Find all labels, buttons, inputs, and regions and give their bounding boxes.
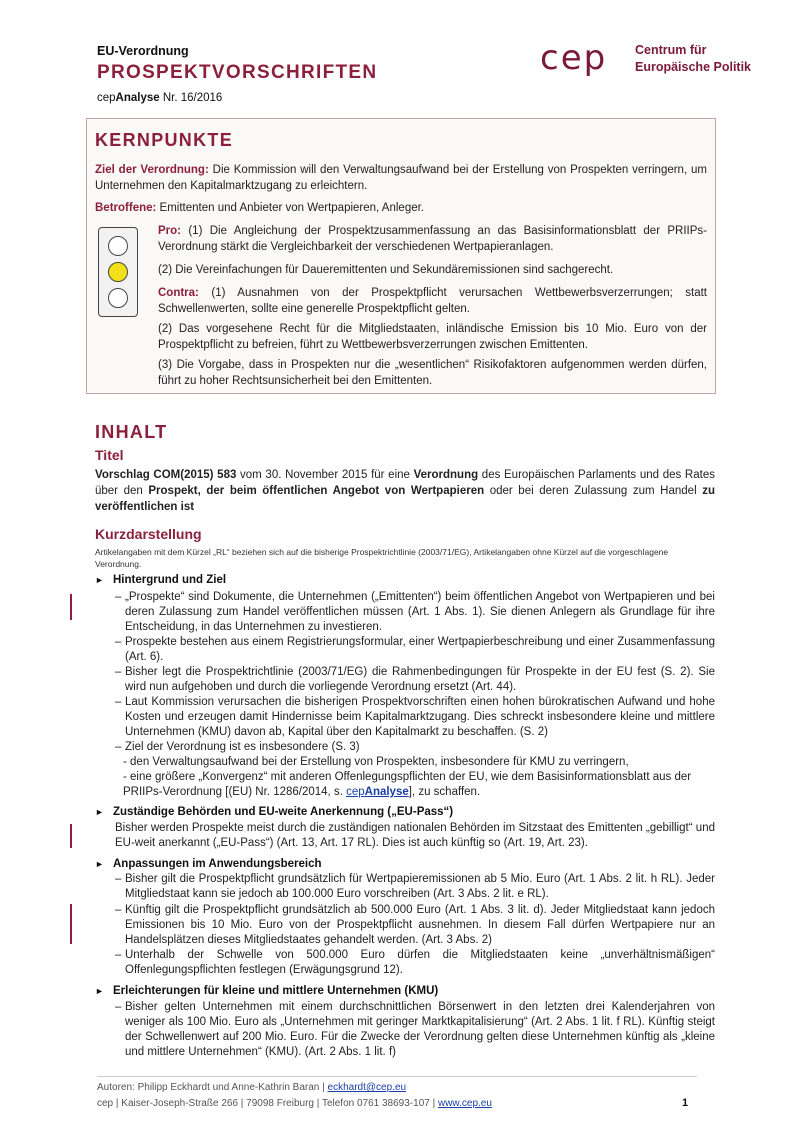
list-item: – Unterhalb der Schwelle von 500.000 Euro dürfen die Mitgliedstaaten keine „unverhältnismäßigen“ Offenlegungspflichten festlegen (Erwägungsgrund 12). (115, 949, 715, 976)
list-item: – Künftig gilt die Prospektpflicht grundsätzlich ab 500.000 Euro (Art. 1 Abs. 3 lit. d). Jeder Mitgliedstaat kann jedoch Emissionen bis 10 Mio. Euro von der Prospektpflicht ausnehmen. In diesem Fall dürfen Wertpapiere nur an Handelsplätzen dieses Mitgliedstaates gehandelt werden. (Art. 3 Abs. 2) (115, 904, 715, 946)
section-kmu-heading (95, 985, 438, 997)
logo-name (635, 42, 751, 76)
document-title: PROSPEKTVORSCHRIFTEN (97, 62, 378, 83)
sub-list-item: - eine größere „Konvergenz“ mit anderen Offenlegungspflichten der EU, wie dem Basisinformationsblatt aus der PRIIPs-Verordnung [(EU) Nr. 1286/2014, s. cepAnalyse], zu schaffen. (123, 771, 692, 798)
betroffene-paragraph (95, 201, 707, 217)
section-behoerden-heading (95, 806, 453, 818)
traffic-light-red-icon (108, 236, 128, 256)
betroffene-label: Betroffene: (95, 202, 157, 214)
ziel-text: Die Kommission will den Verwaltungsaufwand bei der Erstellung von Prospekten verringern, um Unternehmen den Kapitalmarktzugang zu erleichtern. (95, 164, 707, 192)
section-hintergrund-label: Hintergrund und Ziel (113, 574, 227, 586)
t-b: vom 30. November 2015 für eine (236, 469, 414, 481)
titel-paragraph (95, 467, 715, 515)
section-anpassungen-heading (95, 858, 322, 870)
logo-mark: cep (540, 38, 608, 78)
change-marker (70, 594, 72, 620)
sub-prefix: cep (97, 92, 116, 104)
page-number: 1 (682, 1097, 689, 1109)
cep-logo (540, 38, 770, 88)
footer-address: cep | Kaiser-Joseph-Straße 266 | 79098 Freiburg | Telefon 0761 38693-107 | www.cep.eu (97, 1098, 492, 1109)
document-kicker: EU-Verordnung (97, 44, 189, 58)
list-item: – Bisher gelten Unternehmen mit einem durchschnittlichen Börsenwert in den letzten drei Kalenderjahren von weniger als 100 Mio. Euro als „Unternehmen mit geringer Marktkapitalisierung“ (Art. 2 Abs. 1 lit. f RL). Künftig steigt der Schwellenwert auf 200 Mio. Euro. Für die Zwecke der Verordnung gelten diese Unternehmen künftig als „kleine und mittlere Unternehmen“ (KMU). (Art. 2 Abs. 1 lit. f) (115, 1001, 715, 1058)
sub-bold: Analyse (115, 92, 160, 104)
logo-name-line2: Europäische Politik (635, 60, 752, 74)
pro-label: Pro: (158, 225, 181, 237)
t-d: des Europäischen Parlaments und des Rates über den (95, 469, 715, 497)
list-item: – Ziel der Verordnung ist es insbesondere (S. 3) (115, 741, 360, 753)
traffic-light-green-icon (108, 288, 128, 308)
arrow-bullet-icon: ► (95, 986, 104, 996)
contra-label: Contra: (158, 287, 199, 299)
list-item: – Bisher gilt die Prospektpflicht grundsätzlich für Wertpapieremissionen ab 5 Mio. Euro (Art. 1 Abs. 2 lit. h RL). Jeder Mitgliedstaat kann sie jedoch ab 100.000 Euro vorschreiben (Art. 3 Abs. 2 lit. e RL). (115, 873, 715, 900)
footer-authors: Autoren: Philipp Eckhardt und Anne-Kathrin Baran | eckhardt@cep.eu (97, 1082, 407, 1093)
logo-name-line1: Centrum für (635, 43, 707, 57)
pro-1-paragraph (158, 224, 707, 255)
footer-divider (97, 1076, 697, 1077)
arrow-bullet-icon: ► (95, 807, 104, 817)
t-e: Prospekt, der beim öffentlichen Angebot von Wertpapieren (148, 485, 485, 497)
betroffene-text: Emittenten und Anbieter von Wertpapieren, Anleger. (156, 202, 424, 214)
kernpunkte-title: KERNPUNKTE (95, 130, 234, 150)
titel-heading: Titel (95, 447, 124, 463)
contra-3-paragraph: (3) Die Vorgabe, dass in Prospekten nur die „wesentlichen“ Risikofaktoren aufgenommen werden dürfen, führt zu hoher Rechtsunsicherheit bei den Emittenten. (158, 359, 707, 387)
analysis-number (97, 92, 222, 104)
t-c: Verordnung (413, 469, 479, 481)
traffic-light-icon (98, 227, 138, 317)
t-g: zu veröffentlichen ist (95, 485, 715, 513)
change-marker (70, 824, 72, 848)
t-f: oder bei deren Zulassung zum Handel (484, 485, 703, 497)
ziel-paragraph (95, 163, 707, 194)
ziel-label: Ziel der Verordnung: (95, 164, 209, 176)
section-kmu-label: Erleichterungen für kleine und mittlere Unternehmen (KMU) (113, 985, 439, 997)
contra-1-paragraph (158, 286, 707, 317)
list-item: – Prospekte bestehen aus einem Registrierungsformular, einer Wertpapierbeschreibung und einer Zusammenfassung (Art. 6). (115, 636, 715, 663)
sub-suffix: Nr. 16/2016 (159, 92, 223, 104)
t-a: Vorschlag COM(2015) 583 (95, 469, 237, 481)
email-link[interactable]: eckhardt@cep.eu (327, 1082, 407, 1093)
arrow-bullet-icon: ► (95, 575, 104, 585)
pro-1-text: (1) Die Angleichung der Prospektzusammenfassung an das Basisinformationsblatt der PRIIPs-Verordnung stärkt die Vergleichbarkeit der verschiedenen Wertpapieranlagen. (158, 225, 707, 253)
kurzdarstellung-heading: Kurzdarstellung (95, 526, 202, 542)
list-item: – „Prospekte“ sind Dokumente, die Unternehmen („Emittenten“) beim öffentlichen Angebot von Wertpapieren und bei deren Zulassung zum Handel veröffentlichen müssen (Art. 1 Abs. 1). Sie dienen Anlegern als Grundlage für ihre Entscheidung, in das Unternehmen zu investieren. (115, 591, 715, 633)
list-item: – Laut Kommission verursachen die bisherigen Prospektvorschriften einen hohen bürokratischen Aufwand und hohe Kosten und erzeugen damit Hindernisse beim Kapitalmarktzugang. Dies schreckt insbesondere kleine und mittlere Unternehmen (KMU) davon ab, Kapital über den Kapitalmarkt zu beschaffen. (S. 2) (115, 696, 715, 738)
traffic-light-yellow-icon (108, 262, 128, 282)
list-item: – Bisher legt die Prospektrichtlinie (2003/71/EG) die Rahmenbedingungen für Prospekte in der EU fest (S. 2). Sie wird nun aufgehoben und durch die vorliegende Verordnung ersetzt (Art. 44). (115, 666, 715, 693)
section-behoerden-label: Zuständige Behörden und EU-weite Anerkennung („EU-Pass“) (113, 806, 454, 818)
section-anpassungen-label: Anpassungen im Anwendungsbereich (113, 858, 322, 870)
contra-1-text: (1) Ausnahmen von der Prospektpflicht verursachen Wettbewerbsverzerrungen; statt Schwellenwerten, sollte eine generelle Prospektpflicht gelten. (158, 287, 707, 315)
kurzdarstellung-note: Artikelangaben mit dem Kürzel „RL“ beziehen sich auf die bisherige Prospektrichtlinie (2003/71/EG), Artikelangaben ohne Kürzel auf die vorgeschlagene Verordnung. (95, 547, 669, 569)
section-hintergrund-heading (95, 574, 226, 586)
section-behoerden-paragraph: Bisher werden Prospekte meist durch die zuständigen nationalen Behörden im Sitzstaat des Emittenten „gebilligt“ und EU-weit anerkannt („EU-Pass“) (Art. 13, Art. 17 RL). Dies ist auch künftig so (Art. 19, Art. 23). (115, 822, 715, 849)
cep-analyse-link[interactable]: cepAnalyse (346, 786, 409, 798)
website-link[interactable]: www.cep.eu (437, 1098, 492, 1109)
pro-2-paragraph: (2) Die Vereinfachungen für Daueremittenten und Sekundäremissionen sind sachgerecht. (158, 264, 614, 276)
arrow-bullet-icon: ► (95, 859, 104, 869)
change-marker (70, 904, 72, 944)
sub-list-item: - den Verwaltungsaufwand bei der Erstellung von Prospekten, insbesondere für KMU zu verringern, (123, 756, 629, 768)
inhalt-title: INHALT (95, 422, 168, 442)
contra-2-paragraph: (2) Das vorgesehene Recht für die Mitgliedstaaten, inländische Emission bis 10 Mio. Euro von der Prospektpflicht zu befreien, führt zu Wettbewerbsverzerrungen zwischen Emittenten. (158, 323, 707, 351)
